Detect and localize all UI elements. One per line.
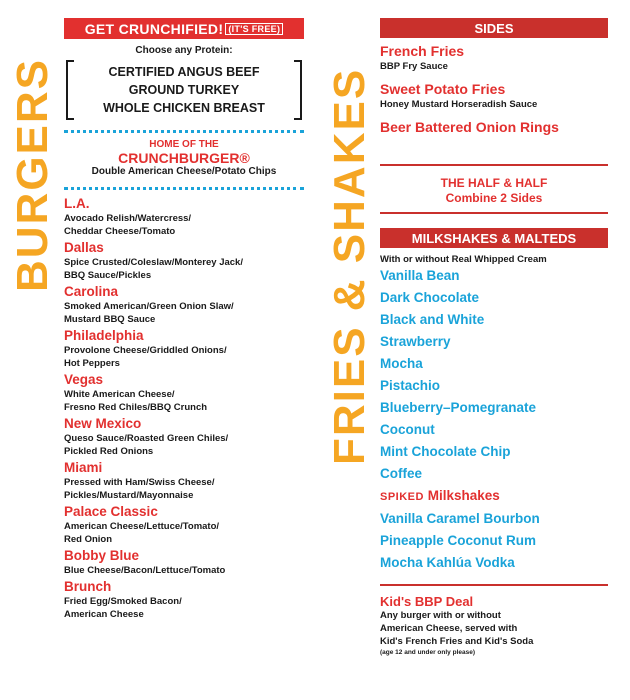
milkshake-flavor: Coffee xyxy=(380,466,423,481)
milkshake-flavor: Pistachio xyxy=(380,378,441,393)
milkshake-flavor: Coconut xyxy=(380,422,435,437)
kids-deal-desc-line: Kid's French Fries and Kid's Soda xyxy=(380,636,534,647)
side-name: Sweet Potato Fries xyxy=(380,81,506,97)
milkshake-flavor: Vanilla Bean xyxy=(380,268,460,283)
crunchburger-title: CRUNCHBURGER® xyxy=(118,150,250,166)
milkshake-flavor: Black and White xyxy=(380,312,485,327)
spiked-word: Milkshakes xyxy=(427,488,500,503)
side-desc: BBP Fry Sauce xyxy=(380,61,448,72)
burger-name: Carolina xyxy=(64,284,119,299)
whipped-cream-note: With or without Real Whipped Cream xyxy=(380,254,547,265)
burger-desc-line: Pressed with Ham/Swiss Cheese/ xyxy=(64,477,215,488)
sides-header: SIDES xyxy=(380,18,608,38)
burger-desc-line: BBQ Sauce/Pickles xyxy=(64,270,152,281)
burger-item xyxy=(64,548,304,577)
half-and-half-subtitle: Combine 2 Sides xyxy=(445,191,543,205)
spiked-flavor: Mocha Kahlúa Vodka xyxy=(380,555,515,570)
burger-desc-line: Provolone Cheese/Griddled Onions/ xyxy=(64,345,227,356)
burger-name: Palace Classic xyxy=(64,504,158,519)
protein-item: CERTIFIED ANGUS BEEF xyxy=(108,65,260,79)
burger-desc-line: Red Onion xyxy=(64,534,113,545)
burgers-section-title: BURGERS xyxy=(8,57,57,292)
milkshake-flavor: Mint Chocolate Chip xyxy=(380,444,511,459)
burger-item xyxy=(64,372,304,414)
burger-name: Miami xyxy=(64,460,103,475)
crunchified-banner xyxy=(64,18,304,39)
burger-desc-line: Blue Cheese/Bacon/Lettuce/Tomato xyxy=(64,565,226,576)
rule-divider xyxy=(380,584,608,586)
choose-protein-label: Choose any Protein: xyxy=(135,45,233,56)
kids-age-note: (age 12 and under only please) xyxy=(380,649,475,656)
burger-item xyxy=(64,328,304,370)
burger-name: Brunch xyxy=(64,579,112,594)
spiked-flavor: Vanilla Caramel Bourbon xyxy=(380,511,540,526)
burger-desc-line: Hot Peppers xyxy=(64,358,120,369)
burger-name: Philadelphia xyxy=(64,328,144,343)
milkshakes-header: MILKSHAKES & MALTEDS xyxy=(380,228,608,248)
crunchburger-description: Double American Cheese/Potato Chips xyxy=(91,166,277,177)
dotted-divider xyxy=(64,187,304,190)
burger-desc-line: Cheddar Cheese/Tomato xyxy=(64,226,176,237)
kids-deal-desc-line: Any burger with or without xyxy=(380,610,501,621)
milkshake-list xyxy=(380,265,608,485)
kids-deal-title: Kid's BBP Deal xyxy=(380,594,474,609)
burger-desc-line: American Cheese/Lettuce/Tomato/ xyxy=(64,521,220,532)
burger-desc-line: Mustard BBQ Sauce xyxy=(64,314,156,325)
burger-desc-line: American Cheese xyxy=(64,609,144,620)
spiked-heading xyxy=(380,485,608,508)
burger-desc-line: Spice Crusted/Coleslaw/Monterey Jack/ xyxy=(64,257,243,268)
protein-item: GROUND TURKEY xyxy=(128,83,240,97)
burger-desc-line: Queso Sauce/Roasted Green Chiles/ xyxy=(64,433,229,444)
burger-item xyxy=(64,460,304,502)
milkshake-flavor: Blueberry–Pomegranate xyxy=(380,400,537,415)
protein-item: WHOLE CHICKEN BREAST xyxy=(103,101,265,115)
burger-desc-line: Smoked American/Green Onion Slaw/ xyxy=(64,301,234,312)
bracket-right xyxy=(294,60,302,120)
burger-item xyxy=(64,196,304,238)
side-name: French Fries xyxy=(380,43,465,59)
burger-desc-line: Pickled Red Onions xyxy=(64,446,154,457)
crunchified-banner-text: GET CRUNCHIFIED! xyxy=(84,21,224,37)
burgers-column xyxy=(64,18,304,621)
burger-name: Vegas xyxy=(64,372,104,387)
home-of-label: HOME OF THE xyxy=(149,139,219,150)
kids-deal-desc-line: American Cheese, served with xyxy=(380,623,518,634)
burger-desc-line: White American Cheese/ xyxy=(64,389,175,400)
burger-item xyxy=(64,579,304,621)
rule-divider xyxy=(380,212,608,214)
burger-list xyxy=(64,196,304,621)
burger-desc-line: Fried Egg/Smoked Bacon/ xyxy=(64,596,182,607)
burger-name: L.A. xyxy=(64,196,90,211)
half-and-half-block xyxy=(380,166,608,212)
half-and-half-title: THE HALF & HALF xyxy=(440,176,548,190)
fries-shakes-column xyxy=(380,18,608,657)
burger-name: New Mexico xyxy=(64,416,142,431)
milkshake-flavor: Strawberry xyxy=(380,334,451,349)
burger-item xyxy=(64,284,304,326)
side-desc: Honey Mustard Horseradish Sauce xyxy=(380,99,538,110)
milkshake-flavor: Dark Chocolate xyxy=(380,290,480,305)
dotted-divider xyxy=(64,130,304,133)
fries-shakes-section-title: FRIES & SHAKES xyxy=(325,67,374,465)
burger-item xyxy=(64,504,304,546)
free-badge: (IT'S FREE) xyxy=(225,23,283,35)
burger-name: Bobby Blue xyxy=(64,548,140,563)
burger-desc-line: Fresno Red Chiles/BBQ Crunch xyxy=(64,402,208,413)
spiked-list xyxy=(380,508,608,574)
spiked-flavor: Pineapple Coconut Rum xyxy=(380,533,537,548)
bracket-left xyxy=(66,60,74,120)
burger-desc-line: Pickles/Mustard/Mayonnaise xyxy=(64,490,194,501)
side-name: Beer Battered Onion Rings xyxy=(380,119,559,135)
spiked-prefix: SPIKED xyxy=(380,491,424,503)
burger-item xyxy=(64,240,304,282)
burger-name: Dallas xyxy=(64,240,104,255)
protein-list xyxy=(66,60,302,120)
milkshake-flavor: Mocha xyxy=(380,356,423,371)
burger-desc-line: Avocado Relish/Watercress/ xyxy=(64,213,192,224)
burger-item xyxy=(64,416,304,458)
